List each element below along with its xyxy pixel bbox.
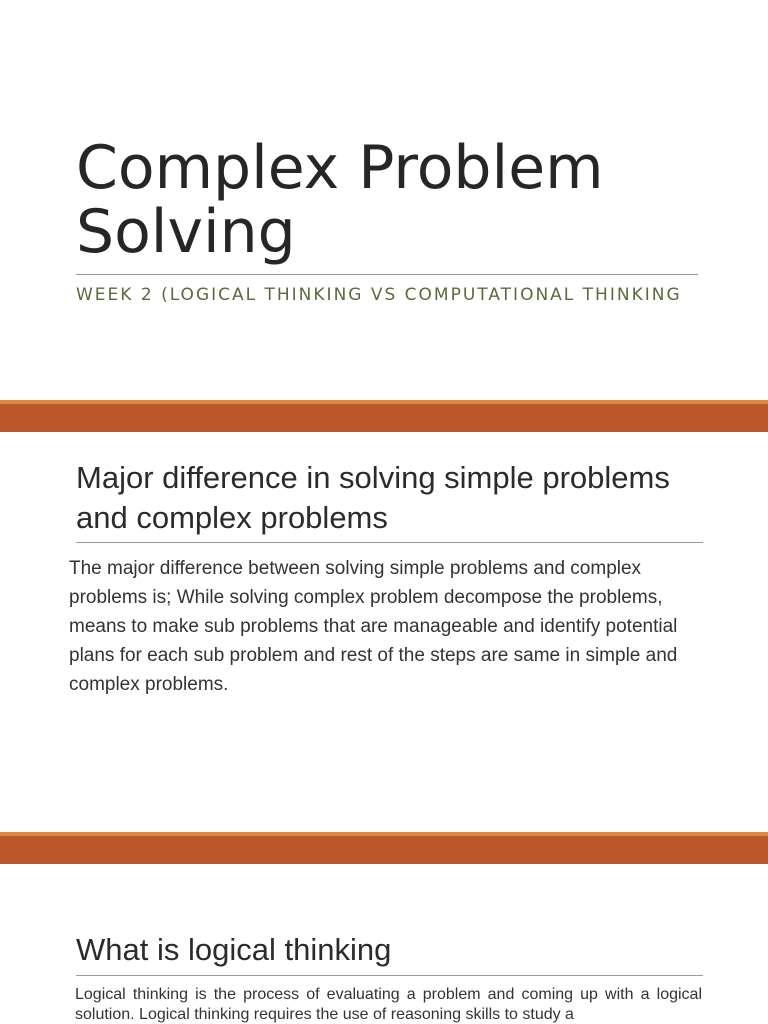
title-rule	[76, 274, 698, 275]
slide-title-heading: Complex Problem Solving	[76, 133, 604, 267]
slide-body-text: The major difference between solving simple problems and complex problems is; While solving complex problem decompose the problems, means to make sub problems that are manageable and identify potential plans for each sub problem and rest of the steps are same in simple and complex problems.	[69, 558, 678, 695]
slide-divider	[0, 832, 768, 864]
slide-body-text: Logical thinking is the process of evaluating a problem and coming up with a logical solution. Logical thinking requires the use of reasoning skills to study a	[75, 986, 702, 1023]
heading-rule	[76, 975, 703, 976]
slide-heading: What is logical thinking	[76, 932, 392, 967]
slide-divider	[0, 400, 768, 432]
heading-rule	[76, 542, 703, 543]
slide-heading: Major difference in solving simple problems and complex problems	[76, 460, 670, 535]
slide-major-difference	[0, 432, 768, 832]
slide-title	[0, 0, 768, 400]
slide-logical-thinking	[0, 864, 768, 1024]
slide-subtitle: WEEK 2 (LOGICAL THINKING VS COMPUTATIONAL THINKING	[76, 285, 682, 305]
